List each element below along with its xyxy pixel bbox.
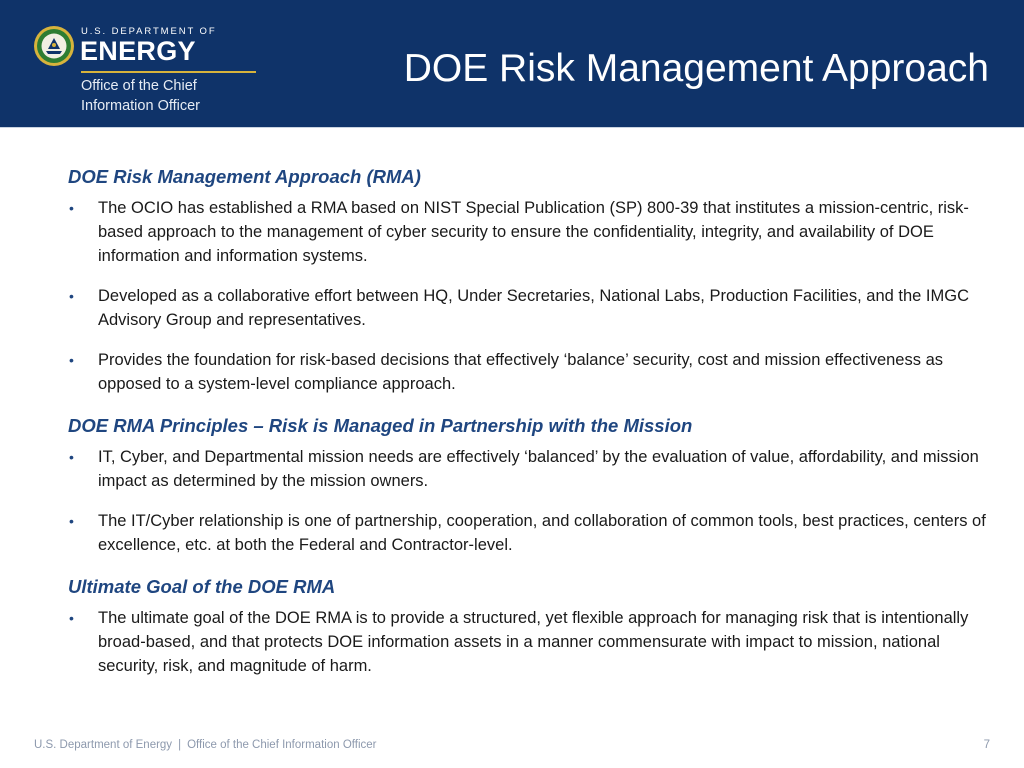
bullet-text: The OCIO has established a RMA based on NIST Special Publication (SP) 800-39 that institutes a mission-centric, risk-based approach to the management of cyber security to ensure the confidentiality, integrity, and availability of DOE information and information systems. — [98, 199, 969, 265]
section-heading: DOE RMA Principles – Risk is Managed in Partnership with the Mission — [68, 415, 693, 436]
bullet-list — [68, 606, 993, 678]
slide-header — [0, 0, 1024, 127]
bullet-icon: • — [69, 288, 74, 304]
bullet-text: Provides the foundation for risk-based decisions that effectively ‘balance’ security, cost and mission effectiveness as opposed to a system-level compliance approach. — [98, 351, 943, 393]
logo-department: U.S. DEPARTMENT OF — [81, 26, 217, 37]
header-divider — [0, 127, 1024, 128]
logo-office-line-2: Information Officer — [81, 98, 201, 114]
bullet-item — [68, 445, 993, 493]
bullet-icon: • — [69, 200, 74, 216]
slide-title: DOE Risk Management Approach — [403, 47, 989, 90]
bullet-icon: • — [69, 610, 74, 626]
logo-agency: ENERGY — [80, 36, 196, 66]
slide-body — [68, 163, 993, 694]
bullet-item — [68, 606, 993, 678]
bullet-text: IT, Cyber, and Departmental mission needs are effectively ‘balanced’ by the evaluation of value, affordability, and mission impact as determined by the mission owners. — [98, 448, 979, 490]
bullet-text: The IT/Cyber relationship is one of partnership, cooperation, and collaboration of common tools, best practices, centers of excellence, etc. at both the Federal and Contractor-level. — [98, 512, 986, 554]
bullet-item — [68, 348, 993, 396]
page-number: 7 — [983, 739, 990, 751]
logo-office-line-1: Office of the Chief — [81, 78, 197, 94]
bullet-list — [68, 196, 993, 396]
bullet-text: The ultimate goal of the DOE RMA is to provide a structured, yet flexible approach for managing risk that is intentionally broad-based, and that protects DOE information assets in a manner commensurate with impact to mission, national security, risk, and magnitude of harm. — [98, 609, 969, 675]
logo-divider — [81, 71, 256, 73]
footer-office: Office of the Chief Information Officer — [187, 739, 377, 751]
bullet-item — [68, 196, 993, 268]
bullet-text: Developed as a collaborative effort between HQ, Under Secretaries, National Labs, Production Facilities, and the IMGC Advisory Group and representatives. — [98, 287, 969, 329]
bullet-icon: • — [69, 449, 74, 465]
bullet-icon: • — [69, 513, 74, 529]
footer-org: U.S. Department of Energy — [34, 739, 173, 751]
bullet-item — [68, 509, 993, 557]
footer-separator: | — [178, 739, 182, 751]
doe-seal-icon — [33, 25, 75, 67]
logo-office — [81, 76, 261, 116]
bullet-icon: • — [69, 352, 74, 368]
section-heading: DOE Risk Management Approach (RMA) — [68, 166, 421, 187]
bullet-item — [68, 284, 993, 332]
section-heading: Ultimate Goal of the DOE RMA — [68, 576, 336, 597]
bullet-list — [68, 445, 993, 557]
slide-footer — [34, 739, 376, 751]
